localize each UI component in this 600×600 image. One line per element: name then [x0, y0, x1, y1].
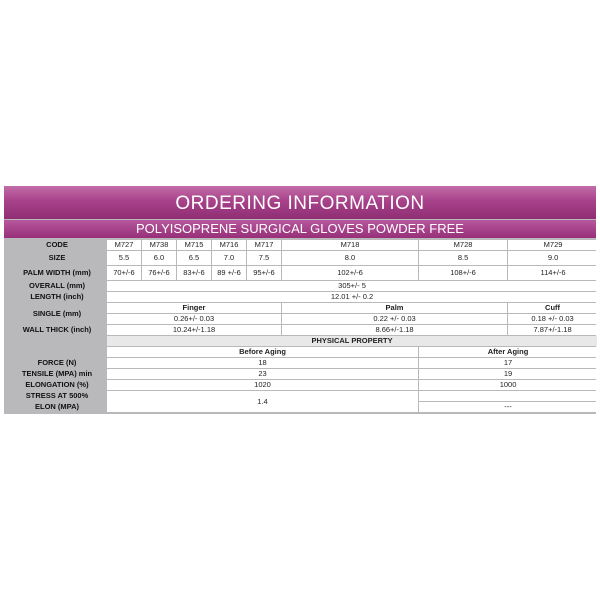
finger-thickness-mm: 0.26+/- 0.03	[107, 314, 281, 324]
physical-blank-label	[8, 336, 106, 346]
elongation-before: 1020	[107, 380, 418, 390]
code-cell: M718	[282, 240, 418, 250]
palm-thickness-mm: 0.22 +/- 0.03	[282, 314, 507, 324]
force-before: 18	[107, 358, 418, 368]
palm-width-cell: 95+/-6	[247, 266, 281, 280]
length-label: LENGTH (inch)	[8, 292, 106, 302]
stress-label: STRESS AT 500%	[8, 391, 106, 401]
tensile-before: 23	[107, 369, 418, 379]
elon-label: ELON (MPA)	[8, 402, 106, 412]
force-after: 17	[419, 358, 597, 368]
aging-blank-label	[8, 347, 106, 357]
code-cell: M715	[177, 240, 211, 250]
stress-before: 1.4	[107, 391, 418, 412]
physical-property-header: PHYSICAL PROPERTY	[107, 336, 597, 346]
product-subtitle: POLYISOPRENE SURGICAL GLOVES POWDER FREE	[4, 220, 596, 238]
overall-length-inch: 12.01 +/- 0.2	[107, 292, 597, 302]
palm-width-row	[8, 266, 598, 280]
ordering-info-title: ORDERING INFORMATION	[4, 186, 596, 219]
code-cell: M728	[419, 240, 507, 250]
palm-width-cell: 108+/-6	[419, 266, 507, 280]
stress-after: ---	[419, 402, 597, 412]
single-label: SINGLE (mm)	[8, 303, 106, 324]
wall-thick-label: WALL THICK (inch)	[8, 325, 106, 335]
overall-length-row-inch	[8, 292, 598, 302]
finger-header: Finger	[107, 303, 281, 313]
palm-thickness-inch: 8.66+/-1.18	[282, 325, 507, 335]
spec-table	[7, 239, 599, 413]
palm-width-cell: 89 +/-6	[212, 266, 246, 280]
code-cell: M729	[508, 240, 598, 250]
size-label: SIZE	[8, 251, 106, 265]
code-cell: M727	[107, 240, 141, 250]
overall-label: OVERALL (mm)	[8, 281, 106, 291]
thickness-header-row	[8, 303, 598, 313]
force-label: FORCE (N)	[8, 358, 106, 368]
overall-length-row-mm	[8, 281, 598, 291]
finger-thickness-inch: 10.24+/-1.18	[107, 325, 281, 335]
tensile-row	[8, 369, 598, 379]
aging-header-row	[8, 347, 598, 357]
elongation-label: ELONGATION (%)	[8, 380, 106, 390]
code-cell: M717	[247, 240, 281, 250]
size-cell: 6.5	[177, 251, 211, 265]
size-cell: 9.0	[508, 251, 598, 265]
overall-length-mm: 305+/- 5	[107, 281, 597, 291]
code-cell: M716	[212, 240, 246, 250]
code-row	[8, 240, 598, 250]
size-cell: 6.0	[142, 251, 176, 265]
size-cell: 8.0	[282, 251, 418, 265]
stress-after-blank	[419, 391, 597, 401]
stress-row-1	[8, 391, 598, 401]
cuff-header: Cuff	[508, 303, 597, 313]
cuff-thickness-inch: 7.87+/-1.18	[508, 325, 597, 335]
cuff-thickness-mm: 0.18 +/- 0.03	[508, 314, 597, 324]
code-cell: M738	[142, 240, 176, 250]
physical-property-header-row	[8, 336, 598, 346]
palm-width-cell: 83+/-6	[177, 266, 211, 280]
size-cell: 7.0	[212, 251, 246, 265]
size-cell: 7.5	[247, 251, 281, 265]
palm-width-label: PALM WIDTH (mm)	[8, 266, 106, 280]
palm-width-cell: 76+/-6	[142, 266, 176, 280]
code-label: CODE	[8, 240, 106, 250]
palm-width-cell: 114+/-6	[508, 266, 598, 280]
size-cell: 8.5	[419, 251, 507, 265]
palm-header: Palm	[282, 303, 507, 313]
thickness-inch-row	[8, 325, 598, 335]
tensile-label: TENSILE (MPA) min	[8, 369, 106, 379]
size-cell: 5.5	[107, 251, 141, 265]
palm-width-cell: 102+/-6	[282, 266, 418, 280]
force-row	[8, 358, 598, 368]
elongation-row	[8, 380, 598, 390]
before-aging-header: Before Aging	[107, 347, 418, 357]
ordering-info-card	[4, 186, 596, 414]
tensile-after: 19	[419, 369, 597, 379]
size-row	[8, 251, 598, 265]
palm-width-cell: 70+/-6	[107, 266, 141, 280]
elongation-after: 1000	[419, 380, 597, 390]
after-aging-header: After Aging	[419, 347, 597, 357]
